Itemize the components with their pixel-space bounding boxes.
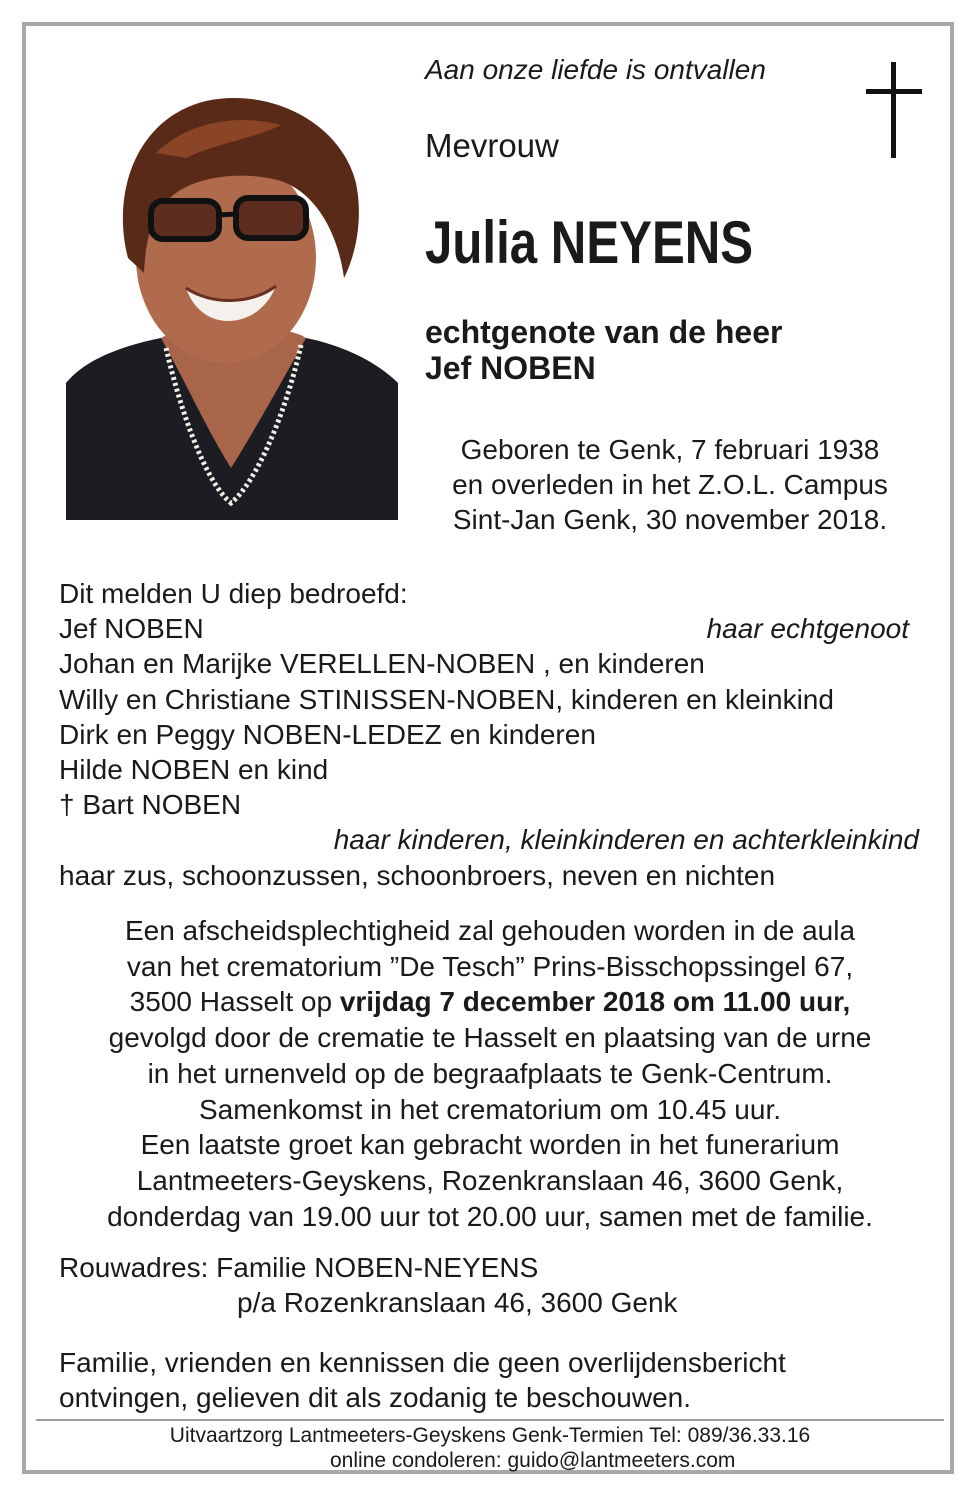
- spouse-block: [425, 314, 782, 386]
- death-place-line: Sint-Jan Genk, 30 november 2018.: [452, 504, 888, 535]
- ceremony-line: Een afscheidsplechtigheid zal gehouden worden in de aula: [124, 915, 856, 946]
- notice-line: Familie, vrienden en kennissen die geen overlijdensbericht: [59, 1347, 786, 1378]
- footer-divider: [36, 1419, 944, 1421]
- intro-line: Aan onze liefde is ontvallen: [425, 54, 766, 85]
- ceremony-line: Een laatste groet kan gebracht worden in het funerarium: [140, 1129, 840, 1161]
- death-line: en overleden in het Z.O.L. Campus: [452, 469, 888, 500]
- ceremony-date: vrijdag 7 december 2018 om 11.00 uur,: [339, 986, 851, 1018]
- title-prefix: Mevrouw: [425, 127, 559, 164]
- address-line: Rouwadres: Familie NOBEN-NEYENS: [59, 1252, 539, 1283]
- cross-icon: [866, 62, 922, 158]
- ceremony-line: in het urnenveld op de begraafplaats te Genk-Centrum.: [147, 1057, 833, 1089]
- ceremony-line: donderdag van 19.00 uur tot 20.00 uur, samen met de familie.: [107, 1200, 873, 1232]
- mourner-row: [59, 611, 919, 646]
- children-role: haar kinderen, kleinkinderen en achterkleinkind: [333, 824, 919, 856]
- ceremony-line: Samenkomst in het crematorium om 10.45 uur.: [198, 1093, 782, 1125]
- portrait-illustration: [66, 83, 398, 520]
- mourners-list: [59, 576, 919, 893]
- spouse-name: Jef NOBEN: [425, 350, 596, 386]
- life-dates: [425, 432, 915, 537]
- ceremony-line: gevolgd door de crematie te Hasselt en plaatsing van de urne: [108, 1022, 872, 1054]
- ceremony-details: [50, 913, 930, 1234]
- funeral-home-contact: Uitvaartzorg Lantmeeters-Geyskens Genk-Termien Tel: 089/36.33.16: [169, 1424, 811, 1447]
- ceremony-line: Lantmeeters-Geyskens, Rozenkranslaan 46, 3600 Genk,: [136, 1164, 844, 1196]
- notice-text: [59, 1345, 919, 1415]
- spouse-relation: echtgenote van de heer: [425, 314, 783, 350]
- mourners-intro: Dit melden U diep bedroefd:: [59, 578, 408, 609]
- mourner-row: Dirk en Peggy NOBEN-LEDEZ en kinderen: [59, 718, 596, 750]
- deceased-name: Julia NEYENS: [425, 209, 754, 276]
- mourner-row: † Bart NOBEN: [59, 789, 242, 821]
- birth-line: Geboren te Genk, 7 februari 1938: [460, 434, 880, 465]
- mourner-row: Hilde NOBEN en kind: [59, 753, 329, 785]
- ceremony-line: van het crematorium ”De Tesch” Prins-Bisschopssingel 67,: [126, 950, 854, 982]
- address-line: p/a Rozenkranslaan 46, 3600 Genk: [237, 1287, 678, 1318]
- ceremony-place: 3500 Hasselt op: [129, 986, 340, 1018]
- mourner-row: Johan en Marijke VERELLEN-NOBEN , en kinderen: [59, 648, 705, 680]
- online-condolence-contact: online condoleren: guido@lantmeeters.com: [330, 1449, 736, 1472]
- notice-line: ontvingen, gelieven dit als zodanig te beschouwen.: [59, 1382, 691, 1413]
- ceremony-date-line: [50, 984, 930, 1020]
- other-relatives: haar zus, schoonzussen, schoonbroers, neven en nichten: [59, 859, 776, 891]
- condolence-address: [59, 1250, 919, 1320]
- husband-role: haar echtgenoot: [706, 613, 909, 645]
- children-role-row: [59, 822, 919, 857]
- mourner-row: Willy en Christiane STINISSEN-NOBEN, kinderen en kleinkind: [59, 683, 834, 715]
- portrait-photo: [66, 83, 398, 520]
- husband-name: Jef NOBEN: [59, 613, 204, 645]
